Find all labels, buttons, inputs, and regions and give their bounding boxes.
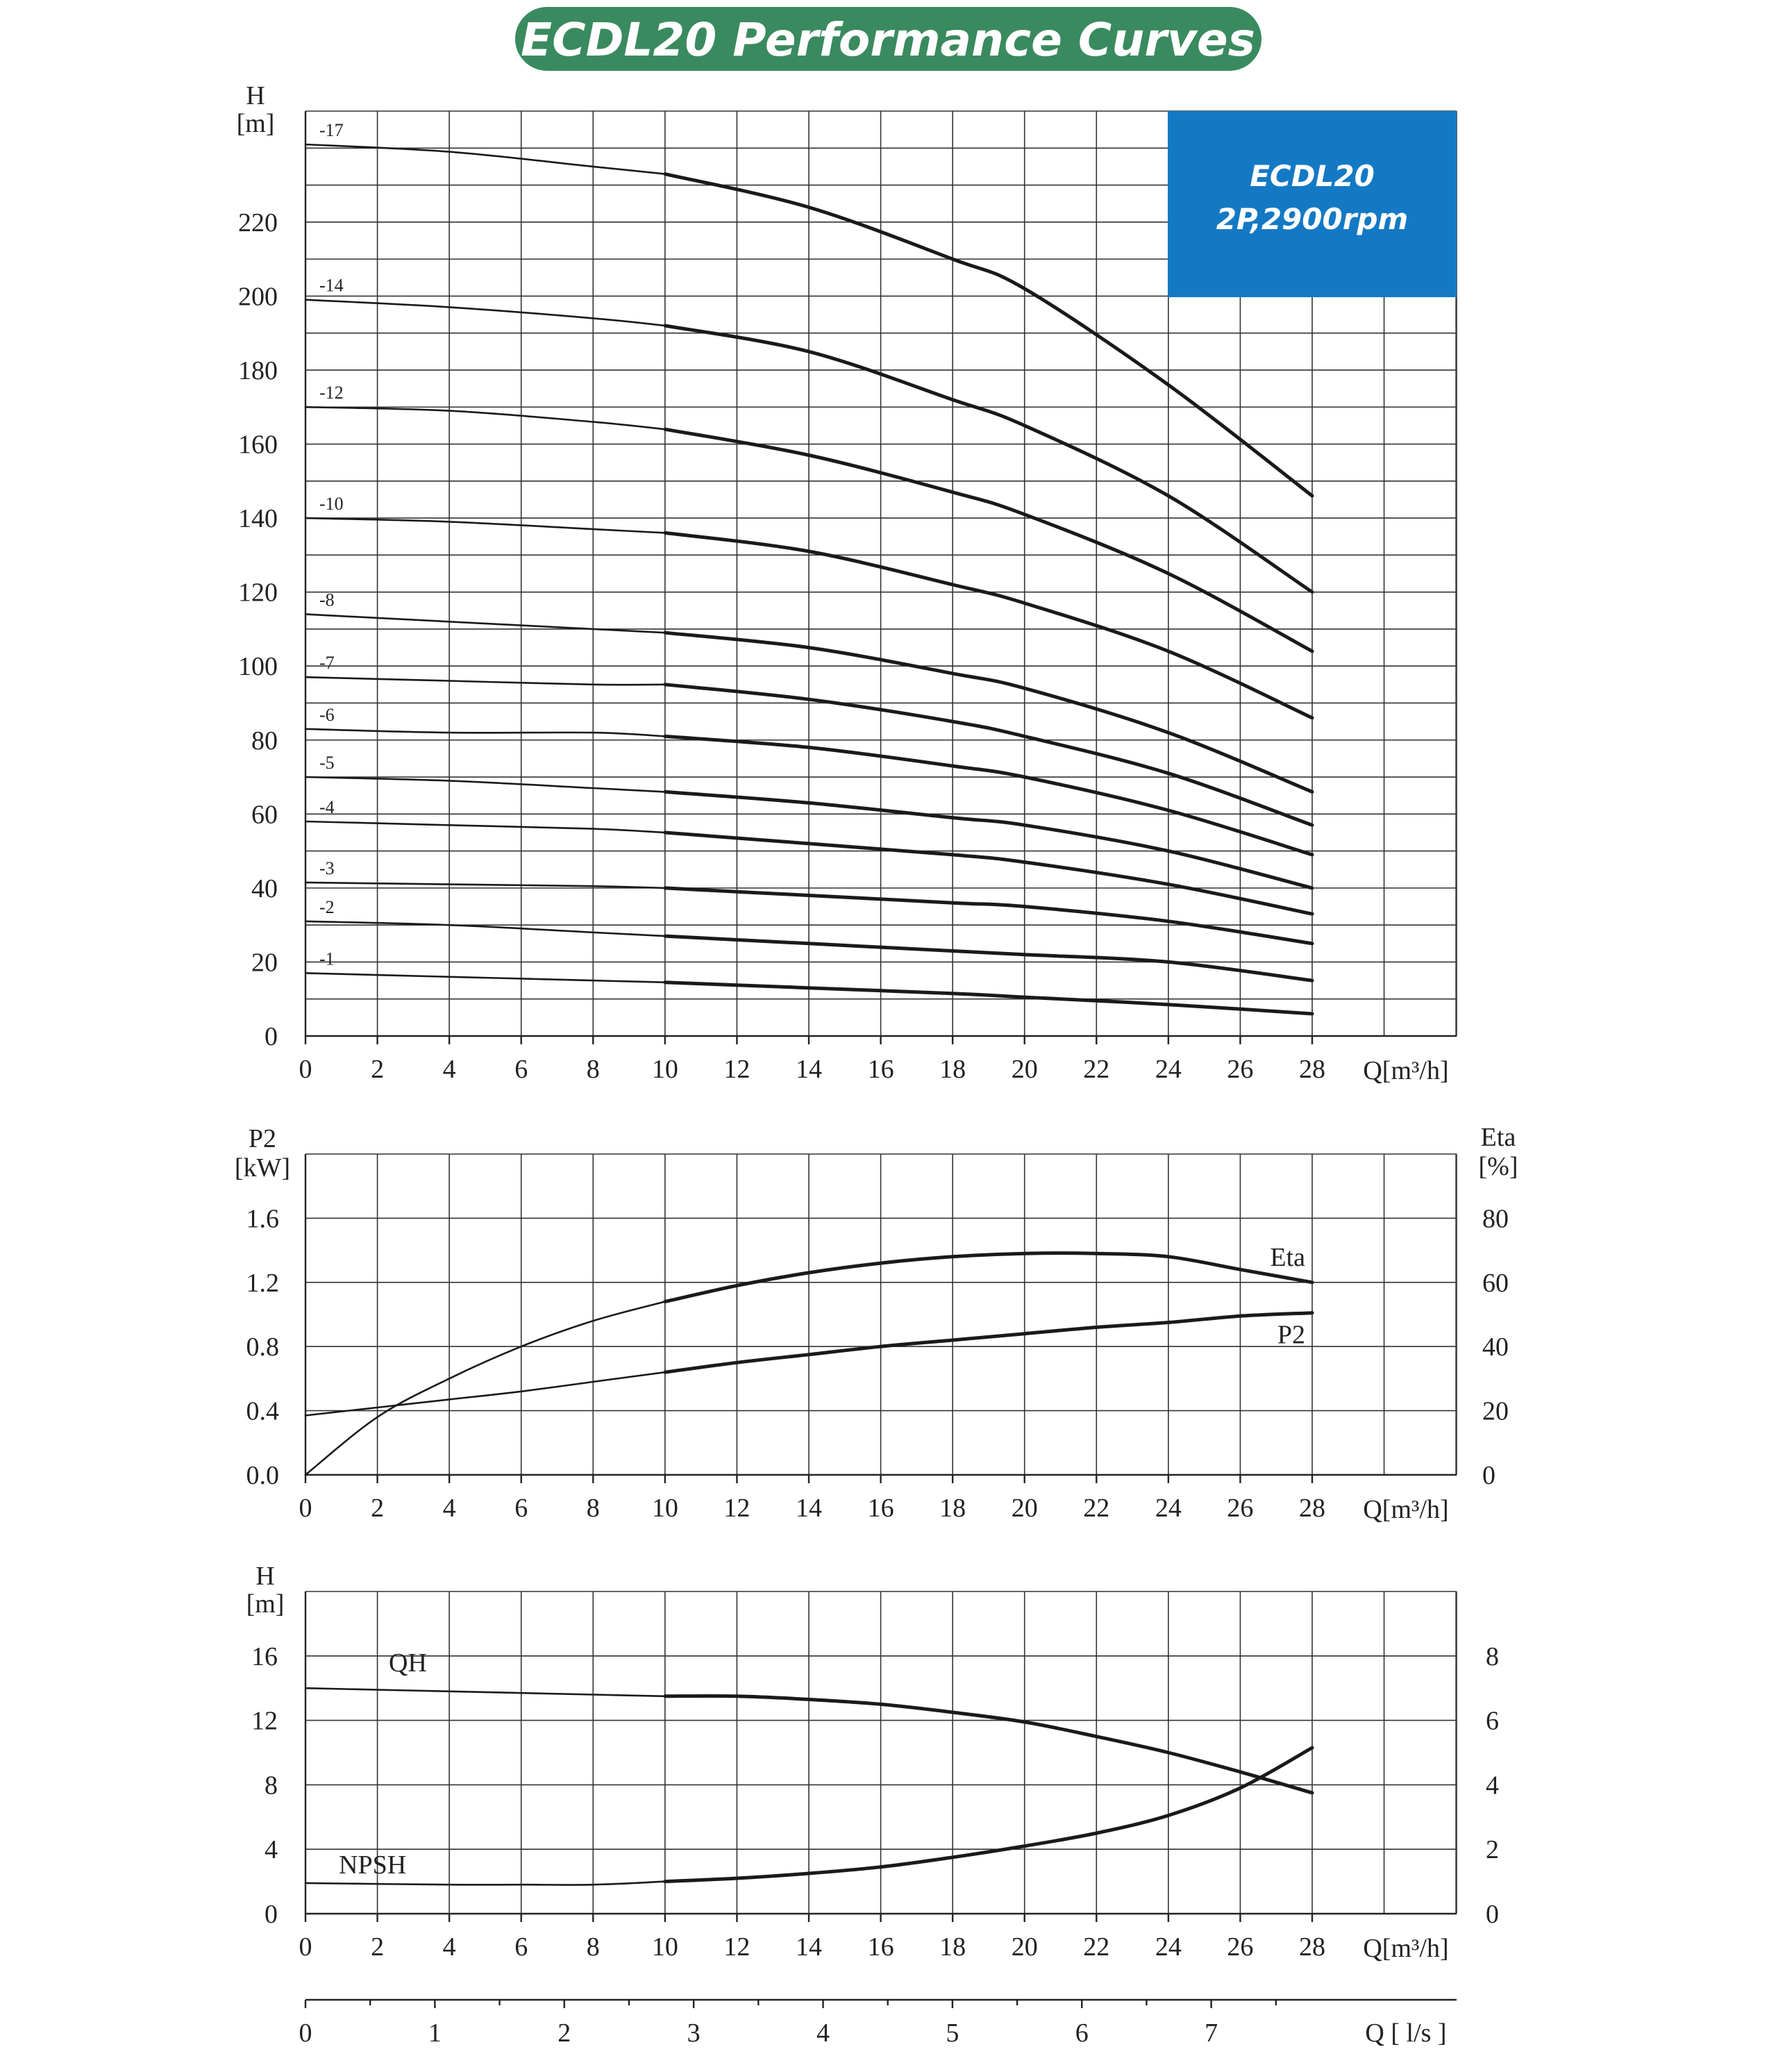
chart-title: ECDL20 Performance Curves xyxy=(521,13,1255,67)
c4-axis-label: Q [ l/s ] xyxy=(1365,2019,1447,2048)
c1-curve-stage8-thin xyxy=(305,615,665,633)
c1-xtick-label-26: 26 xyxy=(1227,1055,1254,1084)
c1-curve-stage17-thin xyxy=(305,144,665,174)
c1-curve-stage2-bold xyxy=(665,936,1312,980)
c1-xtick-label-4: 4 xyxy=(442,1055,456,1084)
c1-xtick-label-28: 28 xyxy=(1299,1055,1325,1084)
c3-right-ytick-label-8: 8 xyxy=(1486,1641,1499,1671)
c1-curve-label-stage8: -8 xyxy=(319,590,335,610)
c1-curve-label-stage4: -4 xyxy=(319,796,335,817)
c1-curve-label-stage14: -14 xyxy=(319,275,344,296)
c1-xtick-label-10: 10 xyxy=(651,1055,678,1084)
c3-xtick-label-18: 18 xyxy=(939,1932,966,1962)
c2-left-ytick-label-0.8: 0.8 xyxy=(246,1332,279,1362)
c1-curve-stage3-bold xyxy=(665,888,1312,944)
c2-xtick-label-4: 4 xyxy=(442,1494,456,1523)
c2-xtick-label-2: 2 xyxy=(371,1494,385,1523)
c1-xtick-label-18: 18 xyxy=(939,1055,966,1084)
c1-ytick-label-60: 60 xyxy=(251,800,278,830)
c2-left-axis-label-symbol: P2 xyxy=(248,1124,277,1153)
c1-x-axis-label: Q[m³/h] xyxy=(1363,1056,1449,1085)
c3-curve-npsh-thin xyxy=(305,1882,665,1885)
c1-ytick-label-140: 140 xyxy=(238,504,278,534)
c3-right-ytick-label-2: 2 xyxy=(1486,1835,1499,1865)
c2-xtick-label-8: 8 xyxy=(586,1494,600,1523)
c1-curve-stage3-thin xyxy=(305,883,665,888)
c3-xtick-label-10: 10 xyxy=(651,1932,678,1962)
c1-xtick-label-22: 22 xyxy=(1083,1055,1110,1084)
c3-xtick-label-8: 8 xyxy=(586,1932,600,1962)
c3-xtick-label-4: 4 xyxy=(442,1932,456,1962)
c2-xtick-label-26: 26 xyxy=(1227,1494,1254,1523)
c2-right-ytick-label-40: 40 xyxy=(1482,1332,1509,1362)
c1-xtick-label-16: 16 xyxy=(867,1055,894,1084)
c3-curve-qh-bold xyxy=(665,1696,1312,1793)
c1-ytick-label-80: 80 xyxy=(251,726,278,755)
c2-xtick-label-18: 18 xyxy=(939,1494,966,1523)
c3-xtick-label-2: 2 xyxy=(371,1932,385,1962)
c2-left-ytick-label-1.6: 1.6 xyxy=(246,1204,279,1234)
c1-ytick-label-120: 120 xyxy=(238,578,278,608)
c3-y-axis-label-symbol: H xyxy=(255,1562,275,1591)
c2-series-label-eta: Eta xyxy=(1270,1242,1305,1272)
model-name: ECDL20 xyxy=(1250,159,1375,193)
c1-curve-stage10-bold xyxy=(665,533,1312,717)
c1-xtick-label-8: 8 xyxy=(586,1055,600,1084)
c2-left-ytick-label-0.4: 0.4 xyxy=(246,1396,279,1426)
c3-right-ytick-label-4: 4 xyxy=(1486,1771,1499,1801)
c3-xtick-label-16: 16 xyxy=(867,1932,894,1962)
c1-curve-stage12-bold xyxy=(665,429,1312,651)
c1-ytick-label-100: 100 xyxy=(238,652,278,682)
c2-xtick-label-24: 24 xyxy=(1155,1494,1182,1523)
c1-curve-stage2-thin xyxy=(305,921,665,936)
c1-ytick-label-200: 200 xyxy=(238,282,278,312)
c1-curve-stage7-thin xyxy=(305,677,665,685)
c1-ytick-label-160: 160 xyxy=(238,430,278,460)
c2-xtick-label-6: 6 xyxy=(514,1494,528,1523)
c1-curve-stage4-thin xyxy=(305,821,665,833)
power-efficiency-chart xyxy=(235,1123,1518,1524)
c3-right-ytick-label-6: 6 xyxy=(1486,1706,1499,1736)
c2-right-ytick-label-60: 60 xyxy=(1482,1268,1509,1298)
c2-left-ytick-label-0.0: 0.0 xyxy=(246,1461,279,1490)
c2-x-axis-label: Q[m³/h] xyxy=(1363,1495,1449,1524)
c4-tick-label-4: 4 xyxy=(816,2019,830,2048)
c1-curve-stage4-bold xyxy=(665,833,1312,914)
c2-curve-p2-bold xyxy=(665,1313,1312,1373)
c2-left-axis-label-unit: [kW] xyxy=(234,1153,291,1183)
c1-curve-stage5-thin xyxy=(305,777,665,792)
c2-right-ytick-label-80: 80 xyxy=(1482,1204,1509,1234)
c1-curve-stage7-bold xyxy=(665,685,1312,826)
c2-right-ytick-label-20: 20 xyxy=(1482,1396,1509,1426)
c1-curve-stage1-thin xyxy=(305,973,665,982)
c1-curve-label-stage10: -10 xyxy=(319,494,344,515)
c4-tick-label-6: 6 xyxy=(1075,2019,1089,2048)
c2-left-ytick-label-1.2: 1.2 xyxy=(246,1268,279,1298)
c1-xtick-label-20: 20 xyxy=(1011,1055,1038,1084)
c1-ytick-label-20: 20 xyxy=(251,948,278,978)
c4-tick-label-5: 5 xyxy=(946,2019,959,2048)
c3-xtick-label-24: 24 xyxy=(1155,1932,1182,1962)
c2-right-ytick-label-0: 0 xyxy=(1482,1461,1495,1490)
c4-tick-label-2: 2 xyxy=(557,2019,571,2048)
c4-tick-label-0: 0 xyxy=(299,2019,312,2048)
c2-xtick-label-28: 28 xyxy=(1299,1494,1325,1523)
c1-ytick-label-180: 180 xyxy=(238,356,278,385)
c3-xtick-label-28: 28 xyxy=(1299,1932,1325,1962)
c1-curve-stage6-thin xyxy=(305,729,665,737)
c1-xtick-label-2: 2 xyxy=(371,1055,385,1084)
c2-xtick-label-22: 22 xyxy=(1083,1494,1110,1523)
c4-tick-label-3: 3 xyxy=(687,2019,701,2048)
c1-ytick-label-40: 40 xyxy=(251,874,278,903)
c2-xtick-label-20: 20 xyxy=(1011,1494,1038,1523)
c2-curve-eta-bold xyxy=(665,1253,1312,1302)
c3-xtick-label-22: 22 xyxy=(1083,1932,1110,1962)
c3-left-ytick-label-8: 8 xyxy=(265,1771,278,1801)
c3-left-ytick-label-16: 16 xyxy=(251,1641,278,1671)
c1-curve-stage10-thin xyxy=(305,518,665,533)
c1-curve-label-stage7: -7 xyxy=(319,653,335,674)
c1-xtick-label-0: 0 xyxy=(299,1055,312,1084)
c3-xtick-label-14: 14 xyxy=(796,1932,822,1962)
npsh-chart xyxy=(246,1562,1499,1963)
c3-xtick-label-12: 12 xyxy=(723,1932,751,1962)
c3-curve-qh-thin xyxy=(305,1688,665,1696)
c1-curve-label-stage6: -6 xyxy=(319,704,335,725)
c2-series-label-p2: P2 xyxy=(1277,1320,1305,1350)
c3-series-label-npsh: NPSH xyxy=(339,1850,407,1880)
c2-xtick-label-14: 14 xyxy=(796,1494,822,1523)
c3-x-axis-label: Q[m³/h] xyxy=(1363,1934,1449,1963)
c2-curve-eta-thin xyxy=(305,1302,665,1476)
c4-tick-label-1: 1 xyxy=(428,2019,442,2048)
c4-tick-label-7: 7 xyxy=(1205,2019,1218,2048)
c3-xtick-label-6: 6 xyxy=(514,1932,528,1962)
c3-curve-npsh-bold xyxy=(665,1748,1312,1882)
c1-xtick-label-6: 6 xyxy=(514,1055,528,1084)
model-speed: 2P,2900rpm xyxy=(1216,202,1409,236)
c1-curve-stage12-thin xyxy=(305,407,665,429)
c1-curve-label-stage12: -12 xyxy=(319,383,344,403)
c1-curve-stage1-bold xyxy=(665,983,1312,1014)
c1-curve-label-stage2: -2 xyxy=(319,896,335,917)
c2-xtick-label-0: 0 xyxy=(299,1494,312,1523)
c3-left-ytick-label-0: 0 xyxy=(265,1900,278,1929)
c1-ytick-label-0: 0 xyxy=(265,1022,278,1051)
c3-series-label-qh: QH xyxy=(389,1648,427,1678)
c1-ytick-label-220: 220 xyxy=(238,208,278,237)
c3-y-axis-label-unit: [m] xyxy=(246,1589,285,1619)
c2-right-axis-label-symbol: Eta xyxy=(1480,1123,1516,1152)
c2-xtick-label-16: 16 xyxy=(867,1494,894,1523)
c1-curve-stage14-thin xyxy=(305,300,665,326)
c3-left-ytick-label-4: 4 xyxy=(265,1835,278,1865)
c1-curve-label-stage5: -5 xyxy=(319,753,335,774)
c1-curve-stage6-bold xyxy=(665,736,1312,855)
c1-y-axis-label-symbol: H xyxy=(246,81,265,110)
c1-curve-label-stage17: -17 xyxy=(319,119,344,140)
c1-curve-label-stage3: -3 xyxy=(319,858,335,878)
c3-right-ytick-label-0: 0 xyxy=(1486,1900,1499,1929)
c3-xtick-label-20: 20 xyxy=(1011,1932,1038,1962)
c1-xtick-label-14: 14 xyxy=(796,1055,822,1084)
c3-left-ytick-label-12: 12 xyxy=(251,1706,278,1736)
c1-xtick-label-24: 24 xyxy=(1155,1055,1182,1084)
model-info-box xyxy=(1168,111,1457,297)
c1-xtick-label-12: 12 xyxy=(723,1055,751,1084)
c2-curve-p2-thin xyxy=(305,1372,665,1415)
c3-xtick-label-0: 0 xyxy=(299,1932,312,1962)
c1-curve-stage14-bold xyxy=(665,326,1312,592)
c2-xtick-label-12: 12 xyxy=(723,1494,751,1523)
flow-lps-axis xyxy=(299,2000,1457,2048)
title-banner xyxy=(515,7,1261,71)
c2-xtick-label-10: 10 xyxy=(651,1494,678,1523)
c1-curve-stage8-bold xyxy=(665,633,1312,792)
c1-y-axis-label-unit: [m] xyxy=(236,109,275,138)
c3-xtick-label-26: 26 xyxy=(1227,1932,1254,1962)
c2-right-axis-label-unit: [%] xyxy=(1478,1152,1518,1181)
c1-curve-label-stage1: -1 xyxy=(319,949,335,969)
